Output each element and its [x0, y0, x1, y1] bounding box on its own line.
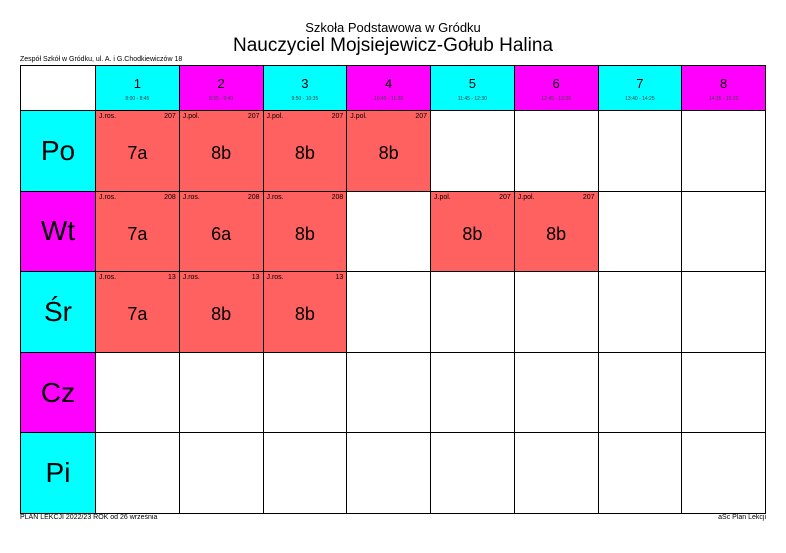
lesson-room: 208	[247, 193, 260, 201]
period-number: 8	[720, 76, 728, 91]
empty-cell	[347, 353, 431, 434]
timetable-grid	[20, 65, 766, 514]
period-time: 8:00 - 8:45	[125, 96, 150, 102]
period-time: 8:55 - 9:40	[209, 96, 234, 102]
lesson-room: 207	[415, 113, 427, 120]
school-name: Szkoła Podstawowa w Gródku	[305, 20, 481, 35]
period-header-7	[599, 66, 683, 111]
period-header-4	[347, 66, 431, 111]
period-time: 9:50 - 10:35	[291, 96, 319, 102]
empty-cell	[682, 353, 766, 434]
lesson-class: 7a	[127, 304, 148, 325]
lesson-class: 8b	[378, 143, 399, 164]
empty-cell	[682, 192, 766, 273]
lesson-subject: J.pol.	[350, 113, 367, 120]
empty-cell	[431, 433, 515, 514]
lesson-subject: J.ros.	[182, 274, 200, 282]
lesson-class: 8b	[294, 223, 315, 244]
lesson-cell[interactable]	[96, 192, 180, 273]
period-number: 5	[468, 76, 476, 91]
lesson-class: 8b	[546, 223, 567, 244]
empty-cell	[96, 433, 180, 514]
lesson-room: 207	[582, 193, 595, 201]
empty-cell	[515, 353, 599, 434]
period-header-6	[515, 66, 599, 111]
day-label-Po: Po	[21, 111, 96, 192]
empty-cell	[264, 353, 348, 434]
day-label-Cz: Cz	[21, 353, 96, 434]
empty-cell	[431, 111, 515, 192]
empty-cell	[599, 433, 683, 514]
page-title: Nauczyciel Mojsiejewicz-Gołub Halina	[233, 35, 553, 56]
lesson-class: 7a	[127, 143, 148, 164]
lesson-room: 207	[247, 113, 260, 120]
lesson-subject: J.ros.	[99, 193, 117, 201]
empty-cell	[515, 111, 599, 192]
lesson-cell[interactable]	[96, 272, 180, 353]
lesson-cell[interactable]	[96, 111, 180, 192]
period-time: 14:35 - 15:20	[708, 96, 739, 102]
period-time: 11:45 - 12:30	[457, 96, 487, 102]
day-label-Śr: Śr	[21, 272, 96, 353]
lesson-room: 208	[164, 193, 176, 201]
lesson-room: 13	[251, 274, 260, 282]
lesson-room: 207	[164, 113, 176, 120]
lesson-cell[interactable]	[431, 192, 515, 273]
header-corner	[21, 66, 96, 111]
empty-cell	[515, 433, 599, 514]
period-number: 1	[133, 76, 141, 91]
lesson-class: 8b	[211, 143, 232, 164]
lesson-subject: J.ros.	[266, 274, 284, 282]
empty-cell	[599, 353, 683, 434]
lesson-cell[interactable]	[515, 192, 599, 273]
period-time: 10:45 - 11:30	[374, 96, 404, 102]
lesson-room: 207	[331, 113, 344, 120]
period-header-5	[431, 66, 515, 111]
lesson-subject: J.pol.	[517, 193, 535, 201]
period-header-8	[682, 66, 766, 111]
lesson-cell[interactable]	[264, 272, 348, 353]
lesson-subject: J.ros.	[266, 193, 284, 201]
lesson-cell[interactable]	[264, 111, 348, 192]
lesson-class: 8b	[294, 143, 315, 164]
period-time: 13:40 - 14:25	[625, 96, 655, 102]
lesson-cell[interactable]	[347, 111, 431, 192]
empty-cell	[682, 272, 766, 353]
period-number: 2	[217, 76, 225, 91]
empty-cell	[599, 111, 683, 192]
lesson-room: 208	[331, 193, 344, 201]
school-address: Zespół Szkół w Gródku, ul. A. i G.Chodkiewiczów 18	[20, 56, 183, 63]
lesson-subject: J.ros.	[99, 113, 117, 120]
lesson-cell[interactable]	[180, 111, 264, 192]
lesson-cell[interactable]	[180, 192, 264, 273]
empty-cell	[180, 353, 264, 434]
empty-cell	[682, 433, 766, 514]
empty-cell	[180, 433, 264, 514]
empty-cell	[515, 272, 599, 353]
lesson-subject: J.ros.	[99, 274, 117, 282]
empty-cell	[264, 433, 348, 514]
lesson-room: 13	[167, 274, 176, 282]
empty-cell	[347, 272, 431, 353]
lesson-class: 6a	[211, 223, 232, 244]
lesson-class: 8b	[462, 223, 483, 244]
day-label-Wt: Wt	[21, 192, 96, 273]
empty-cell	[347, 192, 431, 273]
empty-cell	[431, 272, 515, 353]
period-header-2	[180, 66, 264, 111]
empty-cell	[682, 111, 766, 192]
footer-software: aSc Plan Lekcji	[718, 514, 766, 521]
lesson-subject: J.pol.	[182, 113, 200, 120]
empty-cell	[431, 353, 515, 434]
day-label-Pi: Pi	[21, 433, 96, 514]
period-number: 6	[552, 76, 560, 91]
empty-cell	[599, 272, 683, 353]
lesson-class: 8b	[211, 304, 232, 325]
lesson-subject: J.pol.	[266, 113, 284, 120]
lesson-class: 8b	[294, 304, 315, 325]
empty-cell	[599, 192, 683, 273]
lesson-cell[interactable]	[180, 272, 264, 353]
empty-cell	[96, 353, 180, 434]
lesson-subject: J.ros.	[182, 193, 200, 201]
lesson-room: 13	[335, 274, 344, 282]
period-header-1	[96, 66, 180, 111]
period-number: 7	[636, 76, 644, 91]
period-number: 4	[385, 76, 393, 91]
empty-cell	[347, 433, 431, 514]
lesson-cell[interactable]	[264, 192, 348, 273]
period-header-3	[264, 66, 348, 111]
lesson-class: 7a	[127, 223, 148, 244]
period-time: 12:45 - 13:30	[541, 96, 571, 102]
period-number: 3	[301, 76, 309, 91]
lesson-room: 207	[499, 193, 511, 201]
footer-plan-info: PLAN LEKCJI 2022/23 ROK od 26 września	[20, 514, 158, 521]
lesson-subject: J.pol.	[434, 193, 451, 201]
